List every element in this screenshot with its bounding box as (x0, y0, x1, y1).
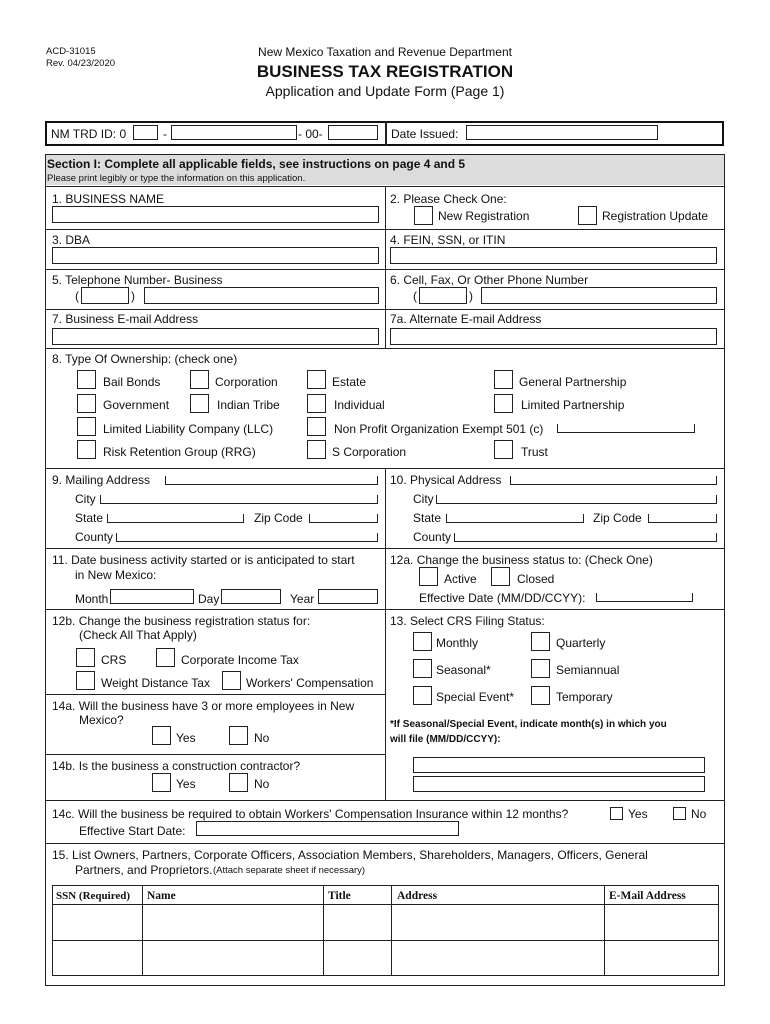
effective-start-label: Effective Start Date: (79, 824, 186, 838)
start-year-field[interactable] (318, 589, 378, 604)
column-divider (385, 186, 386, 348)
seasonal-note: *If Seasonal/Special Event, indicate month(s) in which you (390, 719, 667, 730)
start-date-label-2: in New Mexico: (75, 568, 157, 582)
workers-comp-insurance-label: 14c. Will the business be required to obtain Workers' Compensation Insurance within 12 months? (52, 807, 569, 821)
row-line (45, 800, 725, 801)
check-one-label: 2. Please Check One: (390, 192, 507, 206)
limited-partnership-label: Limited Partnership (521, 398, 625, 412)
temporary-label: Temporary (556, 690, 613, 704)
crs-checkbox[interactable] (76, 648, 95, 667)
indian-tribe-checkbox[interactable] (190, 394, 209, 413)
owner-1-address-cell[interactable] (392, 905, 604, 940)
owners-note: (Attach separate sheet if necessary) (213, 865, 366, 876)
form-title: BUSINESS TAX REGISTRATION (256, 62, 514, 81)
col-email: E-Mail Address (609, 890, 686, 902)
monthly-label: Monthly (436, 636, 479, 650)
dba-label: 3. DBA (52, 233, 91, 247)
general-partnership-label: General Partnership (519, 375, 627, 389)
quarterly-checkbox[interactable] (531, 632, 550, 651)
trust-checkbox[interactable] (494, 440, 513, 459)
col-name: Name (147, 890, 176, 902)
trd-id-field-1[interactable] (133, 125, 158, 140)
date-issued-label: Date Issued: (391, 127, 459, 141)
workers-comp-label: Workers' Compensation (246, 676, 374, 690)
physical-city-field[interactable] (436, 495, 717, 504)
physical-address-label: 10. Physical Address (390, 473, 502, 487)
crs-filing-label: 13. Select CRS Filing Status: (390, 614, 545, 628)
general-partnership-checkbox[interactable] (494, 370, 513, 389)
revision-date: Rev. 04/23/2020 (46, 58, 116, 69)
section-note: Please print legibly or type the information on this application. (47, 173, 306, 184)
other-phone-field[interactable] (481, 287, 717, 304)
seasonal-months-field-2[interactable] (413, 776, 705, 792)
special-event-label: Special Event* (436, 690, 515, 704)
corporation-checkbox[interactable] (190, 370, 209, 389)
start-month-field[interactable] (110, 589, 194, 604)
wdt-checkbox[interactable] (76, 671, 95, 690)
corporation-label: Corporation (215, 375, 278, 389)
individual-checkbox[interactable] (307, 394, 326, 413)
physical-zip-field[interactable] (648, 514, 717, 523)
physical-state-field[interactable] (446, 514, 584, 523)
employees-yes-checkbox[interactable] (152, 726, 171, 745)
bail-bonds-label: Bail Bonds (103, 375, 161, 389)
fein-label: 4. FEIN, SSN, or ITIN (390, 233, 506, 247)
contractor-yes-label: Yes (176, 777, 196, 791)
row-line (45, 754, 385, 755)
row-line (45, 348, 725, 349)
registration-update-checkbox[interactable] (578, 206, 597, 225)
contractor-label: 14b. Is the business a construction contractor? (52, 759, 301, 773)
semiannual-checkbox[interactable] (531, 659, 550, 678)
semiannual-label: Semiannual (556, 663, 620, 677)
effective-date-field[interactable] (596, 593, 693, 602)
monthly-checkbox[interactable] (413, 632, 432, 651)
section-heading: Section I: Complete all applicable fields, see instructions on page 4 and 5 (47, 157, 466, 171)
month-label: Month (75, 592, 109, 606)
employees-label: 14a. Will the business have 3 or more employees in New (52, 699, 355, 713)
effective-date-label: Effective Date (MM/DD/CCYY): (419, 591, 586, 605)
owner-2-email-cell[interactable] (605, 941, 718, 975)
nonprofit-checkbox[interactable] (307, 417, 326, 436)
government-label: Government (103, 398, 170, 412)
wc-insurance-yes-label: Yes (628, 807, 648, 821)
cit-label: Corporate Income Tax (181, 653, 299, 667)
physical-zip-label: Zip Code (593, 511, 642, 525)
physical-state-label: State (413, 511, 442, 525)
mailing-zip-field[interactable] (309, 514, 378, 523)
form-subtitle: Application and Update Form (Page 1) (265, 83, 505, 99)
cit-checkbox[interactable] (156, 648, 175, 667)
owner-2-ssn-cell[interactable] (53, 941, 142, 975)
limited-partnership-checkbox[interactable] (494, 394, 513, 413)
day-label: Day (198, 592, 220, 606)
crs-label: CRS (101, 653, 127, 667)
seasonal-note-2: will file (MM/DD/CCYY): (390, 734, 501, 745)
nonprofit-label: Non Profit Organization Exempt 501 (c) (334, 422, 544, 436)
agency-name: New Mexico Taxation and Revenue Department (258, 45, 512, 59)
owner-1-ssn-cell[interactable] (53, 905, 142, 940)
reg-status-label: 12b. Change the business registration status for: (52, 614, 311, 628)
active-checkbox[interactable] (419, 567, 438, 586)
row-line (45, 694, 385, 695)
estate-label: Estate (332, 375, 367, 389)
workers-comp-checkbox[interactable] (222, 671, 241, 690)
ownership-label: 8. Type Of Ownership: (check one) (52, 352, 238, 366)
wdt-label: Weight Distance Tax (101, 676, 210, 690)
seasonal-checkbox[interactable] (413, 659, 432, 678)
reg-status-label-2: (Check All That Apply) (79, 628, 197, 642)
dba-field[interactable] (52, 247, 379, 264)
s-corporation-label: S Corporation (332, 445, 407, 459)
year-label: Year (290, 592, 315, 606)
trd-id-field-2[interactable] (171, 125, 297, 140)
mailing-county-field[interactable] (116, 533, 378, 542)
closed-label: Closed (517, 572, 555, 586)
wc-insurance-yes-checkbox[interactable] (610, 807, 623, 820)
contractor-no-label: No (254, 777, 270, 791)
owner-2-title-cell[interactable] (324, 941, 391, 975)
row-line (45, 843, 725, 844)
mailing-state-field[interactable] (107, 514, 244, 523)
trd-id-dash: - (163, 127, 167, 141)
status-change-label: 12a. Change the business status to: (Check One) (390, 553, 653, 567)
column-divider (385, 468, 386, 800)
quarterly-label: Quarterly (556, 636, 606, 650)
active-label: Active (444, 572, 477, 586)
trd-id-label: NM TRD ID: 0 (51, 127, 127, 141)
owners-label: 15. List Owners, Partners, Corporate Officers, Association Members, Shareholders, Managers, Officers, General (52, 848, 648, 862)
government-checkbox[interactable] (77, 394, 96, 413)
trd-id-suffix: - 00- (298, 127, 323, 141)
seasonal-months-field-1[interactable] (413, 757, 705, 773)
trust-label: Trust (521, 445, 548, 459)
business-phone-field[interactable] (144, 287, 379, 304)
employees-no-checkbox[interactable] (229, 726, 248, 745)
employees-label-2: Mexico? (79, 713, 124, 727)
business-name-field[interactable] (52, 206, 379, 223)
owner-1-email-cell[interactable] (605, 905, 718, 940)
special-event-checkbox[interactable] (413, 686, 432, 705)
mailing-city-label: City (75, 492, 96, 506)
physical-county-label: County (413, 530, 452, 544)
form-id: ACD-31015 (46, 46, 96, 57)
area-code-close: ) (131, 289, 135, 303)
llc-checkbox[interactable] (77, 417, 96, 436)
other-phone-label: 6. Cell, Fax, Or Other Phone Number (390, 273, 589, 287)
effective-start-field[interactable] (196, 821, 459, 836)
business-phone-label: 5. Telephone Number- Business (52, 273, 223, 287)
other-area-code-close: ) (469, 289, 473, 303)
date-issued-field[interactable] (466, 125, 658, 140)
physical-city-label: City (413, 492, 434, 506)
rrg-checkbox[interactable] (77, 440, 96, 459)
email-label: 7. Business E-mail Address (52, 312, 199, 326)
owner-2-name-cell[interactable] (143, 941, 323, 975)
contractor-no-checkbox[interactable] (229, 773, 248, 792)
closed-checkbox[interactable] (491, 567, 510, 586)
nonprofit-code-field[interactable] (557, 424, 695, 433)
contractor-yes-checkbox[interactable] (152, 773, 171, 792)
alt-email-field[interactable] (390, 328, 717, 345)
mailing-state-label: State (75, 511, 104, 525)
area-code-open: ( (75, 289, 79, 303)
fein-field[interactable] (390, 247, 717, 264)
start-date-label: 11. Date business activity started or is anticipated to start (52, 553, 355, 567)
physical-address-field[interactable] (510, 476, 717, 485)
bail-bonds-checkbox[interactable] (77, 370, 96, 389)
owner-2-address-cell[interactable] (392, 941, 604, 975)
mailing-address-label: 9. Mailing Address (52, 473, 151, 487)
other-area-code-open: ( (413, 289, 417, 303)
employees-no-label: No (254, 731, 270, 745)
business-area-code-field[interactable] (81, 287, 129, 304)
new-registration-checkbox[interactable] (414, 206, 433, 225)
trd-id-field-3[interactable] (328, 125, 378, 140)
start-day-field[interactable] (221, 589, 281, 604)
col-title: Title (328, 890, 351, 902)
col-ssn: SSN (Required) (56, 890, 131, 902)
mailing-county-label: County (75, 530, 114, 544)
llc-label: Limited Liability Company (LLC) (103, 422, 274, 436)
mailing-city-field[interactable] (100, 495, 378, 504)
business-name-label: 1. BUSINESS NAME (52, 192, 165, 206)
rrg-label: Risk Retention Group (RRG) (103, 445, 256, 459)
owners-label-2: Partners, and Proprietors. (75, 863, 213, 877)
indian-tribe-label: Indian Tribe (217, 398, 280, 412)
individual-label: Individual (334, 398, 385, 412)
wc-insurance-no-label: No (691, 807, 707, 821)
alt-email-label: 7a. Alternate E-mail Address (390, 312, 542, 326)
email-field[interactable] (52, 328, 379, 345)
owner-1-title-cell[interactable] (324, 905, 391, 940)
other-area-code-field[interactable] (419, 287, 467, 304)
temporary-checkbox[interactable] (531, 686, 550, 705)
estate-checkbox[interactable] (307, 370, 326, 389)
col-address: Address (397, 890, 438, 902)
registration-update-label: Registration Update (602, 209, 709, 223)
id-row-divider (385, 121, 387, 146)
wc-insurance-no-checkbox[interactable] (673, 807, 686, 820)
seasonal-label: Seasonal* (436, 663, 491, 677)
mailing-zip-label: Zip Code (254, 511, 303, 525)
new-registration-label: New Registration (438, 209, 530, 223)
s-corporation-checkbox[interactable] (307, 440, 326, 459)
physical-county-field[interactable] (454, 533, 717, 542)
employees-yes-label: Yes (176, 731, 196, 745)
owner-1-name-cell[interactable] (143, 905, 323, 940)
mailing-address-field[interactable] (165, 476, 378, 485)
